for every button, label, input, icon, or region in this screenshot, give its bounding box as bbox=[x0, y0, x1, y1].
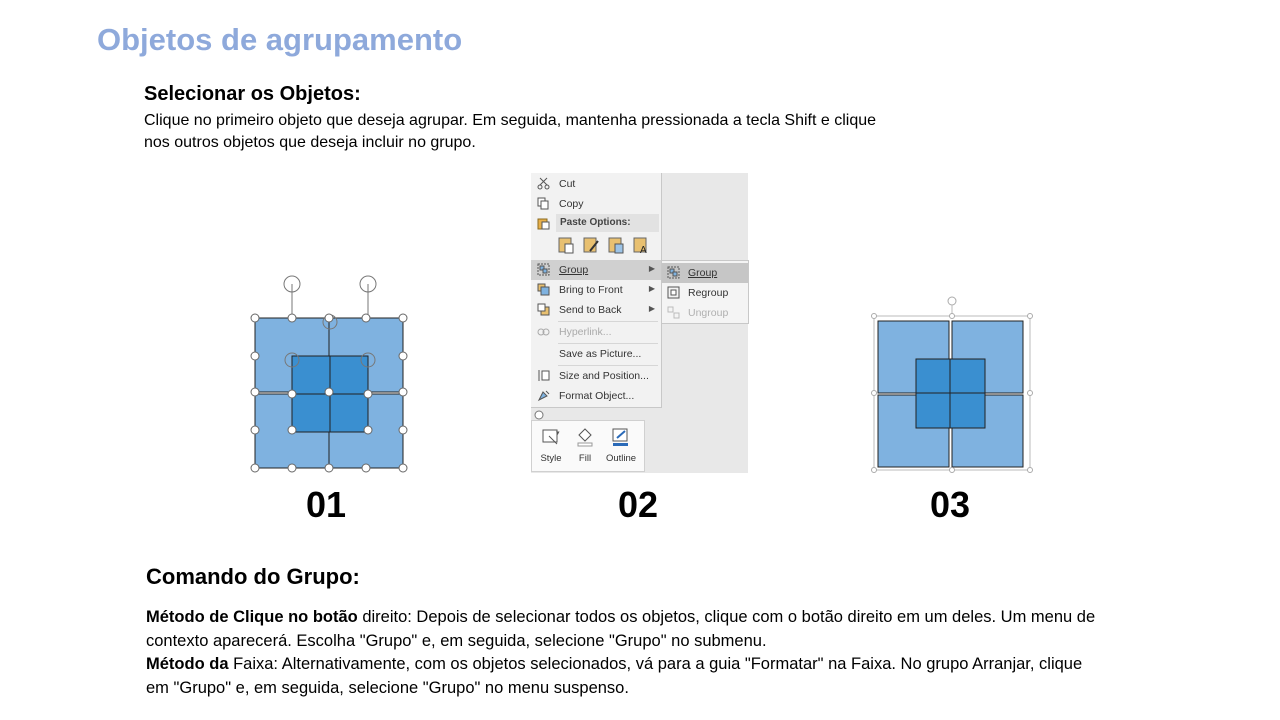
fill-label: Fill bbox=[578, 453, 592, 464]
menu-item-save-as-picture[interactable] bbox=[531, 344, 661, 364]
method-right-click bbox=[146, 606, 1106, 653]
chevron-right-icon: ▶ bbox=[648, 304, 655, 313]
outline-button[interactable] bbox=[604, 425, 638, 469]
submenu-label-group: Group bbox=[688, 267, 718, 279]
paste-keep-source-icon[interactable] bbox=[557, 235, 575, 255]
menu-label-cut: Cut bbox=[559, 178, 576, 190]
menu-label-group: Group bbox=[559, 264, 589, 276]
style-button[interactable] bbox=[534, 425, 568, 469]
menu-label-format-object: Format Object... bbox=[559, 390, 635, 402]
figure-02-context-menu bbox=[531, 173, 748, 473]
menu-item-hyperlink[interactable] bbox=[531, 322, 661, 342]
chevron-right-icon: ▶ bbox=[648, 264, 655, 273]
submenu-item-ungroup[interactable] bbox=[662, 303, 748, 323]
paste-merge-icon[interactable] bbox=[582, 235, 600, 255]
submenu-item-group[interactable] bbox=[662, 263, 748, 283]
format-object-icon bbox=[537, 389, 550, 402]
group-submenu bbox=[661, 260, 749, 324]
figure-01-selected-objects bbox=[245, 272, 415, 472]
svg-text:A: A bbox=[640, 245, 647, 256]
outline-label: Outline bbox=[605, 453, 637, 464]
section-heading-select: Selecionar os Objetos: bbox=[144, 83, 361, 105]
link-icon bbox=[537, 325, 550, 338]
method-ribbon-text: Faixa: Alternativamente, com os objetos selecionados, vá para a guia "Formatar" na Faixa. No grupo Arranjar, clique em "Grupo" e, em seguida, selecione "Grupo" no menu suspenso. bbox=[146, 655, 1083, 697]
menu-label-size-and-position: Size and Position... bbox=[559, 370, 649, 382]
group-icon bbox=[537, 263, 550, 276]
figure-label-01: 01 bbox=[305, 484, 347, 525]
selection-handle bbox=[534, 410, 544, 420]
menu-label-save-as-picture: Save as Picture... bbox=[559, 348, 642, 360]
regroup-icon bbox=[667, 286, 680, 299]
menu-label-bring-to-front: Bring to Front bbox=[559, 284, 623, 296]
send-to-back-icon bbox=[537, 303, 550, 316]
method-right-click-title: Método de Clique no botão bbox=[146, 608, 358, 626]
submenu-label-ungroup: Ungroup bbox=[688, 307, 729, 319]
method-ribbon bbox=[146, 653, 1106, 700]
paint-bucket-icon bbox=[575, 427, 595, 447]
method-ribbon-title: Método da bbox=[146, 655, 229, 673]
menu-label-hyperlink: Hyperlink... bbox=[559, 326, 612, 338]
section-body-group-command bbox=[146, 606, 1106, 700]
paste-text-only-icon[interactable] bbox=[632, 235, 650, 255]
ungroup-icon bbox=[667, 306, 680, 319]
figure-label-03: 03 bbox=[929, 484, 971, 525]
paste-picture-icon[interactable] bbox=[607, 235, 625, 255]
shape-style-icon bbox=[541, 427, 561, 447]
menu-label-send-to-back: Send to Back bbox=[559, 304, 622, 316]
style-label: Style bbox=[540, 453, 562, 464]
pen-outline-icon bbox=[611, 427, 631, 447]
bring-to-front-icon bbox=[537, 283, 550, 296]
svg-text:▾: ▾ bbox=[556, 430, 560, 437]
figure-label-02: 02 bbox=[617, 484, 659, 525]
group-icon bbox=[667, 266, 680, 279]
size-position-icon bbox=[537, 369, 550, 382]
scissors-icon bbox=[537, 177, 550, 190]
menu-item-size-and-position[interactable] bbox=[531, 366, 661, 386]
section-body-select: Clique no primeiro objeto que deseja agrupar. Em seguida, mantenha pressionada a tecla Shift e clique nos outros objetos que deseja incluir no grupo. bbox=[144, 112, 877, 151]
submenu-label-regroup: Regroup bbox=[688, 287, 729, 299]
method-right-click-text: direito: Depois de selecionar todos os objetos, clique com o botão direito em um deles. Um menu de contexto aparecerá. Escolha "Grupo" e, em seguida, selecione "Grupo" no submenu. bbox=[146, 608, 1096, 650]
paste-options-icons bbox=[557, 235, 657, 257]
menu-item-send-to-back[interactable] bbox=[531, 300, 661, 320]
section-heading-group-command: Comando do Grupo: bbox=[146, 564, 360, 589]
mini-toolbar bbox=[531, 420, 645, 472]
chevron-right-icon: ▶ bbox=[648, 284, 655, 293]
context-menu bbox=[531, 173, 662, 408]
page-title: Objetos de agrupamento bbox=[97, 22, 463, 57]
menu-item-bring-to-front[interactable] bbox=[531, 280, 661, 300]
submenu-item-regroup[interactable] bbox=[662, 283, 748, 303]
menu-item-format-object[interactable] bbox=[531, 386, 661, 406]
fill-button[interactable] bbox=[568, 425, 602, 469]
figure-03-grouped-object bbox=[866, 292, 1036, 477]
menu-item-cut[interactable] bbox=[531, 174, 661, 194]
paste-icon bbox=[537, 217, 550, 230]
menu-item-group[interactable] bbox=[531, 260, 661, 280]
menu-item-copy[interactable] bbox=[531, 194, 661, 214]
paste-options-header bbox=[556, 214, 659, 232]
paste-options-label: Paste Options: bbox=[560, 217, 631, 228]
menu-label-copy: Copy bbox=[559, 198, 584, 210]
copy-icon bbox=[537, 197, 550, 210]
